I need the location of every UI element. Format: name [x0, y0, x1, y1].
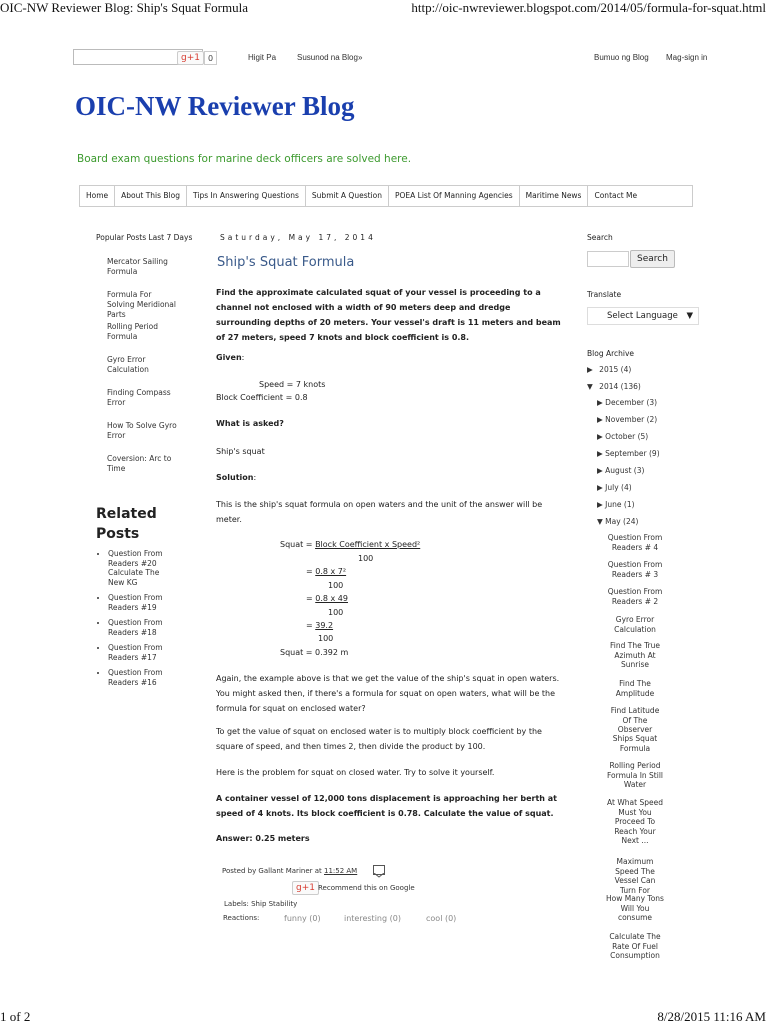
archive-post[interactable]: How Many Tons Will You consume — [606, 894, 664, 922]
archive-post[interactable]: Find The Amplitude — [615, 679, 655, 698]
archive-month-label[interactable]: August (3) — [605, 466, 645, 475]
post-title[interactable]: Ship's Squat Formula — [217, 255, 355, 270]
print-page-number: 1 of 2 — [0, 1009, 31, 1024]
triangle-right-icon[interactable]: ▶ — [597, 466, 603, 475]
search-button[interactable]: Search — [630, 250, 675, 268]
reaction-funny[interactable]: funny (0) — [284, 914, 321, 923]
archive-post[interactable]: Ships Squat Formula — [612, 734, 658, 753]
archive-post[interactable]: Find The True Azimuth At Sunrise — [609, 641, 660, 669]
paragraph: To get the value of squat on enclosed water is to multiply block coefficient by the square of speed, and then times 2, then divide the product by 100. — [216, 727, 542, 751]
search-input[interactable] — [587, 251, 629, 267]
archive-post[interactable]: Question From Readers # 4 — [607, 533, 663, 552]
post-labels[interactable]: Labels: Ship Stability — [224, 900, 298, 908]
popular-post[interactable]: Mercator Sailing Formula — [107, 257, 168, 276]
post-timestamp[interactable]: 11:52 AM — [324, 867, 358, 875]
search-heading: Search — [587, 233, 613, 242]
related-post[interactable]: • Question From Readers #17 — [108, 643, 178, 662]
recommend-text: Recommend this on Google — [318, 884, 415, 892]
solution-label: Solution — [216, 473, 254, 482]
formula-denominator: 100 — [358, 554, 374, 563]
gplus-count: 0 — [204, 51, 217, 65]
archive-month[interactable] — [597, 395, 657, 412]
given-block: Block Coefficient = 0.8 — [216, 393, 308, 402]
triangle-right-icon[interactable]: ▶ — [597, 449, 603, 458]
menu-news[interactable]: Maritime News — [520, 185, 589, 207]
archive-post[interactable]: Calculate The Rate Of Fuel Consumption — [609, 932, 661, 960]
print-datetime: 8/28/2015 11:16 AM — [657, 1009, 766, 1024]
formula-line1 — [280, 537, 420, 552]
asked-label: What is asked? — [216, 419, 284, 428]
triangle-right-icon[interactable]: ▶ — [597, 398, 603, 407]
answer: Answer: 0.25 meters — [216, 834, 310, 843]
post-date: Saturday, May 17, 2014 — [220, 233, 376, 242]
archive-year-label[interactable]: 2014 (136) — [599, 382, 641, 391]
formula-intro: This is the ship's squat formula on open waters and the unit of the answer will be meter. — [216, 500, 543, 524]
print-url: http://oic-nwreviewer.blogspot.com/2014/05/formula-for-squat.html — [411, 0, 766, 15]
related-post[interactable]: • Question From Readers #19 — [108, 593, 178, 612]
archive-year-label[interactable]: 2015 (4) — [599, 365, 632, 374]
blog-archive-heading: Blog Archive — [587, 349, 635, 358]
archive-post[interactable]: Maximum Speed The Vessel Can Turn For — [614, 857, 656, 895]
archive-post[interactable]: Question From Readers # 2 — [607, 587, 663, 606]
archive-month[interactable] — [597, 480, 632, 497]
formula-numerator: 0.8 x 7² — [315, 567, 347, 576]
language-select[interactable] — [587, 307, 699, 325]
popular-post[interactable]: How To Solve Gyro Error — [107, 421, 177, 440]
formula-lhs: Squat = — [280, 540, 316, 549]
triangle-right-icon[interactable]: ▶ — [587, 365, 593, 374]
blog-description: Board exam questions for marine deck officers are solved here. — [77, 153, 412, 165]
archive-post[interactable]: Gyro Error Calculation — [614, 615, 656, 634]
related-posts-list — [98, 549, 178, 693]
solution-line — [216, 470, 256, 485]
archive-month[interactable] — [597, 446, 660, 463]
translate-heading: Translate — [587, 290, 622, 299]
formula-denominator: 100 — [318, 634, 334, 643]
gplus-button[interactable]: g+1 — [177, 51, 204, 65]
archive-month-label[interactable]: May (24) — [605, 517, 639, 526]
given-speed: Speed = 7 knots — [259, 380, 326, 389]
archive-year-2015[interactable] — [587, 362, 631, 379]
triangle-right-icon[interactable]: ▶ — [597, 483, 603, 492]
related-posts-heading: Related Posts — [96, 506, 157, 542]
triangle-right-icon[interactable]: ▶ — [597, 415, 603, 424]
formula-numerator: 0.8 x 49 — [315, 594, 348, 603]
related-post[interactable]: • Question From Readers #18 — [108, 618, 178, 637]
problem-statement: Find the approximate calculated squat of your vessel is proceeding to a channel not enclosed with a width of 90 meters deep and dredge surrounding depths of 20 meters. Your vessel's draft is 11 meters and beam of 27 meters, speed 7 knots and block coefficient is 0.8. — [216, 288, 561, 342]
archive-post[interactable]: At What Speed Must You Proceed To Reach Your Next ... — [607, 798, 663, 845]
triangle-down-icon[interactable]: ▼ — [597, 517, 603, 526]
formula-denominator: 100 — [328, 608, 344, 617]
menu-about[interactable]: About This Blog — [115, 185, 187, 207]
menu-poea[interactable]: POEA List Of Manning Agencies — [389, 185, 520, 207]
formula-denominator: 100 — [328, 581, 344, 590]
follow-blog-link[interactable]: Susunod na Blog» — [297, 53, 363, 62]
popular-post[interactable]: Coversion: Arc to Time — [107, 454, 172, 473]
menu-home[interactable]: Home — [80, 185, 115, 207]
archive-month[interactable] — [597, 429, 648, 446]
solution-colon: : — [253, 473, 257, 482]
popular-post[interactable]: Rolling Period Formula — [107, 322, 158, 341]
reaction-interesting[interactable]: interesting (0) — [344, 914, 401, 923]
paragraph: Again, the example above is that we get the value of the ship's squat in open waters. You might asked then, if there's a formula for squat on open waters, what will be the formula for squat on enclosed water? — [216, 674, 560, 713]
next-blog-link[interactable]: Higit Pa — [248, 53, 277, 62]
sign-in-link[interactable]: Mag-sign in — [666, 53, 708, 62]
archive-year-2014[interactable] — [587, 379, 641, 396]
formula-eq: = — [306, 621, 316, 630]
menu-tips[interactable]: Tips In Answering Questions — [187, 185, 306, 207]
related-post[interactable]: • Question From Readers #16 — [108, 668, 178, 687]
triangle-down-icon[interactable]: ▼ — [587, 382, 593, 391]
email-post-icon[interactable] — [373, 865, 385, 875]
main-menu — [79, 185, 693, 207]
language-select-value: Select Language — [607, 311, 678, 321]
archive-month[interactable] — [597, 497, 635, 514]
triangle-right-icon[interactable]: ▶ — [597, 500, 603, 509]
given-label: Given — [216, 353, 242, 362]
archive-post[interactable]: Rolling Period Formula In Still Water — [606, 761, 663, 789]
formula-result: Squat = 0.392 m — [280, 648, 349, 657]
popular-post[interactable]: Formula For Solving Meridional Parts — [107, 290, 176, 319]
asked-value: Ship's squat — [216, 447, 265, 456]
reactions-label: Reactions: — [223, 914, 260, 922]
post-footer-line — [222, 867, 357, 875]
print-title: OIC-NW Reviewer Blog: Ship's Squat Formula — [0, 0, 249, 15]
given-colon: : — [241, 353, 245, 362]
menu-submit[interactable]: Submit A Question — [306, 185, 389, 207]
popular-post[interactable]: Gyro Error Calculation — [107, 355, 149, 374]
formula-numerator: 39.2 — [315, 621, 334, 630]
archive-month-label[interactable]: October (5) — [605, 432, 649, 441]
archive-month-label[interactable]: July (4) — [605, 483, 632, 492]
given-line — [216, 350, 244, 365]
menu-contact[interactable]: Contact Me — [594, 191, 638, 200]
popular-posts-heading: Popular Posts Last 7 Days — [96, 233, 193, 242]
formula-numerator: Block Coefficient x Speed² — [315, 540, 421, 549]
chevron-down-icon: ▼ — [686, 311, 693, 321]
reaction-cool[interactable]: cool (0) — [426, 914, 457, 923]
paragraph: Here is the problem for squat on closed water. Try to solve it yourself. — [216, 768, 495, 777]
formula-eq: = — [306, 594, 316, 603]
formula-eq: = — [306, 567, 316, 576]
create-blog-link[interactable]: Bumuo ng Blog — [594, 53, 649, 62]
popular-post[interactable]: Finding Compass Error — [107, 388, 171, 407]
archive-month-label[interactable]: September (9) — [605, 449, 660, 458]
archive-month[interactable] — [597, 463, 644, 480]
archive-month-label[interactable]: November (2) — [605, 415, 658, 424]
blog-title[interactable]: OIC-NW Reviewer Blog — [75, 91, 355, 121]
archive-month-label[interactable]: June (1) — [605, 500, 635, 509]
archive-month-label[interactable]: December (3) — [605, 398, 658, 407]
post-gplus-button[interactable]: g+1 — [292, 881, 319, 895]
archive-month-may[interactable] — [597, 514, 638, 531]
formula-line3 — [306, 591, 348, 606]
related-post[interactable]: • Question From Readers #20 Calculate The New KG — [108, 549, 178, 587]
archive-post[interactable]: Find Latitude Of The Observer — [610, 706, 660, 734]
archive-month[interactable] — [597, 412, 657, 429]
archive-post[interactable]: Question From Readers # 3 — [607, 560, 663, 579]
problem-closed-water: A container vessel of 12,000 tons displacement is approaching her berth at speed of 4 knots. Its block coefficient is 0.78. Calculate the value of squat. — [216, 794, 557, 818]
posted-by: Posted by Gallant Mariner at — [222, 867, 322, 875]
triangle-right-icon[interactable]: ▶ — [597, 432, 603, 441]
formula-line2 — [306, 564, 346, 579]
